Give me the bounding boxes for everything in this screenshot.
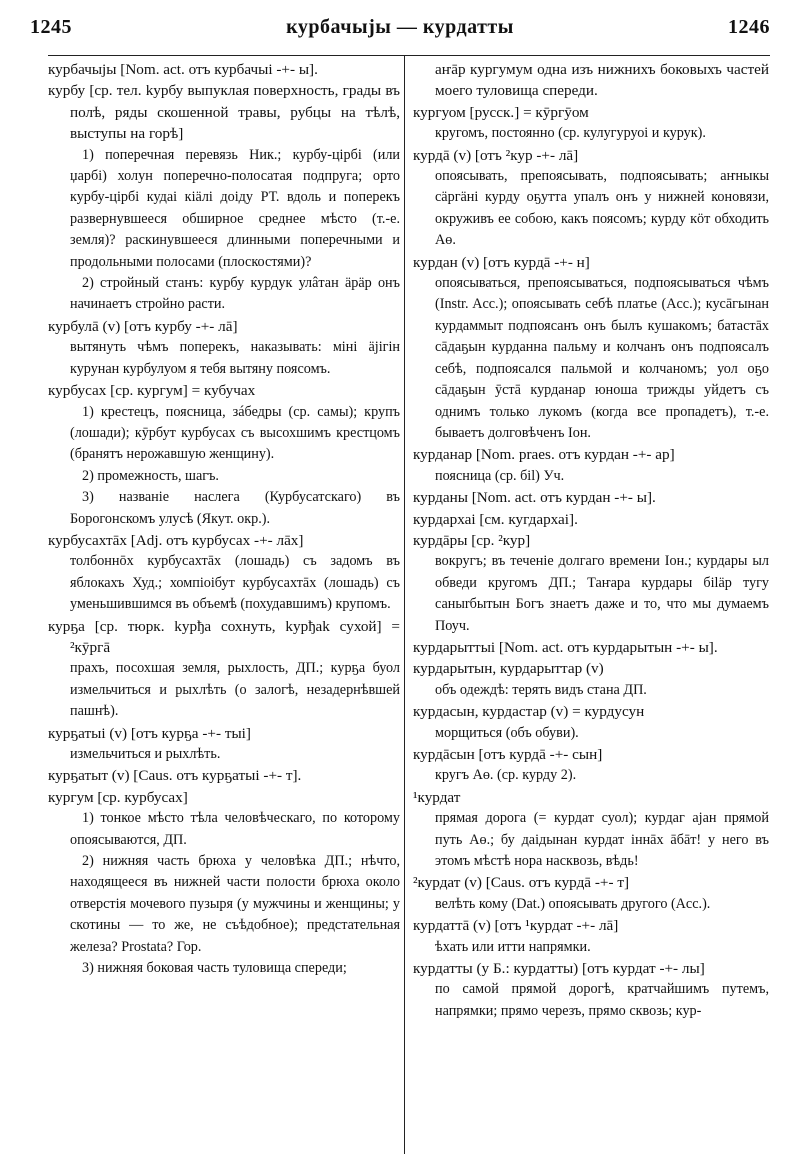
dictionary-entry: курдасын, курдастар (v) = курдусун [413, 703, 645, 721]
dictionary-entry: курдā (v) [отъ ²кур -+- лā] [413, 146, 579, 164]
dictionary-entry: курдāры [ср. ²кур] [413, 531, 531, 549]
dictionary-entry: курдарыттыі [Nom. act. отъ курдарытын -+- ы]. [413, 638, 718, 656]
dictionary-entry: 2) промежность, шагъ. [82, 467, 219, 484]
dictionary-entry: ¹курдат [413, 788, 461, 806]
dictionary-entry: морщиться (объ обуви). [435, 724, 579, 741]
dictionary-entry: 2) нижняя часть брюха у человѣка ДП.; нѣчто, находящееся въ нижней части полости брюха около отверстія мочевого пузыря (у мужчины и женщины; у скотины — то же, не съѣдобное); предстательная железа? Prostata? Гор. [70, 853, 400, 955]
dictionary-entry: курбу [ср. тел. kурбу выпуклая поверхность, грады въ полѣ, ряды скошенной травы, рубцы на тѣлѣ, выступы на горѣ] [48, 82, 400, 143]
dictionary-entry: по самой прямой дорогѣ, кратчайшимъ путемъ, напрямки; прямо черезъ, прямо сквозь; кур- [435, 981, 769, 1019]
dictionary-entry: кругъ Аө. (ср. курду 2). [435, 767, 577, 784]
dictionary-entry: курбусахтāх [Adj. отъ курбусах -+- лāх] [48, 531, 304, 549]
right-column [413, 59, 769, 1022]
dictionary-entry: курдаттā (v) [отъ ¹курдат -+- лā] [413, 917, 619, 935]
dictionary-entry: курҕатыі (v) [отъ курҕа -+- тыі] [48, 724, 251, 742]
dictionary-entry: курҕатыт (v) [Caus. отъ курҕатыі -+- т]. [48, 767, 302, 785]
dictionary-entry: курбачыјы [Nom. act. отъ курбачыі -+- ы]. [48, 61, 318, 78]
dictionary-entry: 1) тонкое мѣсто тѣла человѣческаго, по которому опоясываются, ДП. [70, 810, 400, 848]
dictionary-entry: 2) стройный станъ: курбу курдук улâтан äрäр онъ начинаетъ стройно расти. [70, 275, 400, 313]
dictionary-entry: курбусах [ср. кургум] = кубучах [48, 382, 256, 400]
dictionary-entry: объ одеждѣ: терять видъ стана ДП. [435, 681, 647, 698]
dictionary-entry: 3) названіе наслега (Курбусатскаго) въ Борогонскомъ улусѣ (Якут. окр.). [70, 489, 400, 527]
dictionary-entry: курданы [Nom. act. отъ курдан -+- ы]. [413, 489, 656, 507]
dictionary-entry: курдарытын, курдарыттар (v) [413, 660, 604, 678]
dictionary-entry: кургум [ср. курбусах] [48, 788, 188, 806]
dictionary-entry: измельчиться и рыхлѣть. [70, 746, 221, 762]
dictionary-entry: курдатты (у Б.: курдатты) [отъ курдат -+- лы] [413, 960, 705, 978]
dictionary-entry: курҕа [ср. тюрк. kурђа сохнуть, kурђаk сухой] = ²кӯргā [48, 617, 400, 656]
column-divider [404, 56, 405, 1154]
dictionary-entry: курбулā (v) [отъ курбу -+- лā] [48, 317, 238, 335]
dictionary-entry: курдан (v) [отъ курдā -+- н] [413, 253, 590, 271]
dictionary-entry: курдархаі [см. кугдархаі]. [413, 510, 578, 528]
dictionary-entry: велѣть кому (Dat.) опоясывать другого (Acc.). [435, 895, 711, 912]
header-rule [48, 55, 770, 56]
dictionary-entry: опоясываться, препоясываться, подпоясываться чѣмъ (Instr. Acc.); опоясывать себѣ платье (Acc.); кусāгынан курдаммыт подпоясанъ онъ былъ кушакомъ; батастāх сāдаҕын курданна пальму и колчанъ онъ подпоясалъ себѣ, подпоясался пальмой и колчаномъ; уол оҕо сāдаҕын ӯстā курданар юноша трижды уйдетъ съ однимъ только лукомъ (когда все пропадетъ), т.-е. бываетъ долговѣченъ Іон. [435, 275, 769, 441]
dictionary-entry: поясница (ср. біl) Уч. [435, 467, 565, 484]
dictionary-entry: кругомъ, постоянно (ср. кулугуруоі и курук). [435, 125, 706, 142]
dictionary-entry: аҥāр кургумум одна изъ нижнихъ боковыхъ частей моего туловища спереди. [435, 61, 769, 100]
dictionary-entry: 1) крестецъ, поясница, зáбедры (ср. самы); крупъ (лошади); кӯрбут курбусах съ высохшимъ крестцомъ (бранятъ нерожавшую женщину). [70, 403, 400, 463]
dictionary-entry: ѣхать или итти напрямки. [435, 938, 591, 955]
dictionary-entry: ²курдат (v) [Caus. отъ курдā -+- т] [413, 874, 630, 892]
left-column [48, 59, 400, 979]
dictionary-entry: кургуом [русск.] = кӯргӯом [413, 103, 589, 121]
dictionary-entry: 3) нижняя боковая часть туловища спереди; [82, 960, 347, 977]
page-number-right: 1246 [727, 15, 770, 38]
dictionary-entry: опоясывать, препоясывать, подпоясывать; аҥныкы сäргäні курду оҕутта упалъ онъ у нижней коновязи, окруживъ ее собою, какъ поясомъ; курду кӧт обходить Аө. [435, 168, 769, 249]
dictionary-entry: вытянуть чѣмъ поперекъ, наказывать: міні äјігін курунан курбулуом я тебя вытяну поясомъ. [70, 339, 400, 377]
dictionary-entry: курданар [Nom. praes. отъ курдан -+- ар] [413, 446, 675, 464]
page-title: курбачыјы — курдатты [286, 15, 514, 38]
dictionary-entry: вокругъ; въ теченіе долгаго времени Іон.; курдары ыл обведи кругомъ ДП.; Таҥара курдары біläр тугу саныrбытын Богъ знаетъ даже и то, что мы думаемъ Поуч. [435, 553, 769, 634]
dictionary-entry: толбоннōх курбусахтāх (лошадь) съ задомъ въ яблокахъ Худ.; хомпіоібут курбусахтāх (лошадь) съ уменьшившимся въ объемѣ (похудавшимъ) крупомъ. [70, 553, 400, 613]
page-number-left: 1245 [30, 15, 72, 38]
page-header [30, 10, 770, 44]
dictionary-entry: прахъ, посохшая земля, рыхлость, ДП.; курҕа буол измельчиться и рыхлѣть (о залогѣ, незадернѣвшей пашнѣ). [70, 660, 400, 720]
dictionary-entry: курдāсын [отъ курдā -+- сын] [413, 746, 603, 763]
dictionary-entry: 1) поперечная перевязь Ник.; курбу-цірбі (или џарбі) холун поперечно-полосатая подпруга; орто курбу-цірбі кудаі кіäлі доіду РТ. вдоль и поперекъ развернувшееся обширное среднее мѣсто (т.-е. земля)? раскинувшееся длинными поперечными и продольными полосами (плоскостями)? [70, 146, 400, 270]
dictionary-entry: прямая дорога (= курдат суол); курдаг аjан прямой путь Аө.; бу даідынан курдат іннāх āбāт! у него въ этомъ мѣстѣ нора насквозь, вѣдь! [435, 810, 769, 870]
